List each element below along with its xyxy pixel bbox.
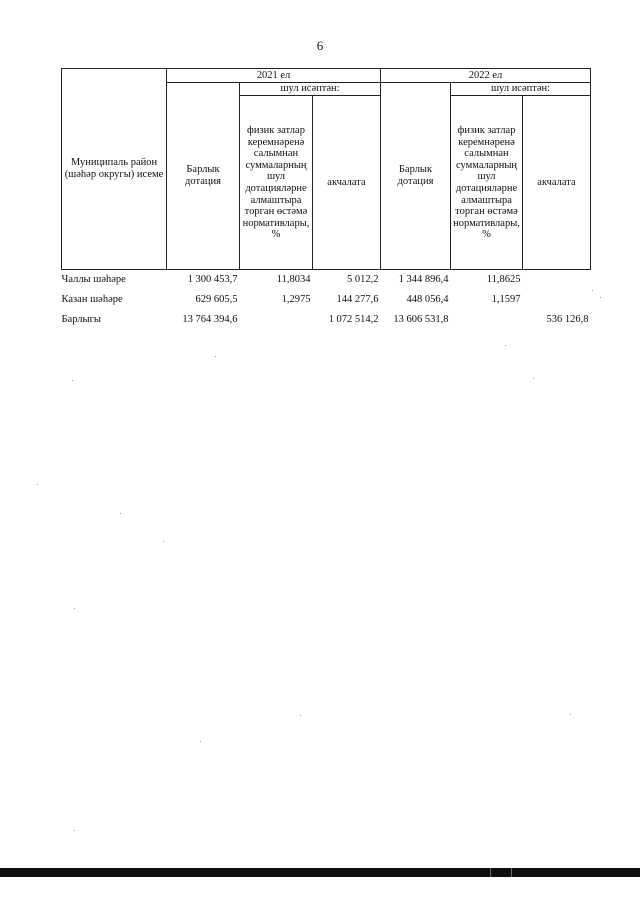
table-row [62, 270, 591, 291]
cell-cash-2021: 1 072 514,2 [328, 314, 379, 326]
scan-edge-gap [511, 868, 512, 877]
scan-edge-gap [490, 868, 491, 877]
cell-norm-2021: 1,2975 [281, 294, 311, 306]
header-year-2021: 2021 ел [167, 69, 381, 83]
scan-speck [600, 297, 601, 298]
cell-total-2022: 13 606 531,8 [393, 314, 449, 326]
cell-total-2021: 13 764 394,6 [182, 314, 238, 326]
cell-norm-2022: 1,1597 [491, 294, 521, 306]
scan-speck [120, 513, 121, 514]
header-tax-norms-2021: физик затлар керемнәренә салымнан суммаларның шул дотацияләрне алмаштыра торган өстәмә нормативлары, % [240, 96, 313, 270]
subsidy-table [61, 68, 591, 330]
scan-edge-band [0, 868, 640, 877]
cell-cash-2021: 144 277,6 [336, 294, 379, 306]
cell-norm-2021: 11,8034 [276, 274, 311, 286]
row-name: Барлыгы [61, 314, 101, 326]
header-total-subsidy-2021: Барлык дотация [167, 83, 240, 270]
scan-speck [74, 608, 75, 609]
cell-total-2022: 1 344 896,4 [398, 274, 449, 286]
scan-speck [163, 541, 164, 542]
cell-total-2021: 1 300 453,7 [187, 274, 238, 286]
table-row [62, 290, 591, 310]
scan-speck [74, 830, 75, 831]
header-tax-norms-2022: физик затлар керемнәренә салымнан суммаларның шул дотацияләрне алмаштыра торган өстәмә нормативлары, % [451, 96, 523, 270]
header-including-2022: шул исәптән: [451, 83, 591, 96]
cell-cash-2022 [523, 290, 591, 310]
header-including-2021: шул исәптән: [240, 83, 381, 96]
scan-speck [533, 378, 534, 379]
cell-norm-2022: 11,8625 [486, 274, 521, 286]
row-name: Чаллы шәһәре [61, 274, 126, 286]
header-total-subsidy-2022: Барлык дотация [381, 83, 451, 270]
scan-speck [592, 290, 593, 291]
scan-speck [200, 741, 201, 742]
scan-speck [215, 356, 216, 357]
cell-cash-2022: 536 126,8 [546, 314, 589, 326]
scan-speck [300, 715, 301, 716]
cell-cash-2021: 5 012,2 [347, 274, 379, 286]
scan-speck [505, 345, 506, 346]
row-name: Казан шәһәре [61, 294, 123, 306]
header-municipality: Муниципаль район (шәһәр округы) исеме [62, 69, 167, 270]
scan-speck [37, 484, 38, 485]
cell-norm-2022 [451, 310, 523, 330]
cell-total-2022: 448 056,4 [406, 294, 449, 306]
scan-speck [570, 714, 571, 715]
header-year-2022: 2022 ел [381, 69, 591, 83]
header-cash-2021: акчалата [313, 96, 381, 270]
cell-total-2021: 629 605,5 [195, 294, 238, 306]
page-number: 6 [316, 38, 324, 53]
cell-norm-2021 [240, 310, 313, 330]
header-cash-2022: акчалата [523, 96, 591, 270]
cell-cash-2022 [523, 270, 591, 291]
scan-speck [72, 380, 73, 381]
table-row-total [62, 310, 591, 330]
